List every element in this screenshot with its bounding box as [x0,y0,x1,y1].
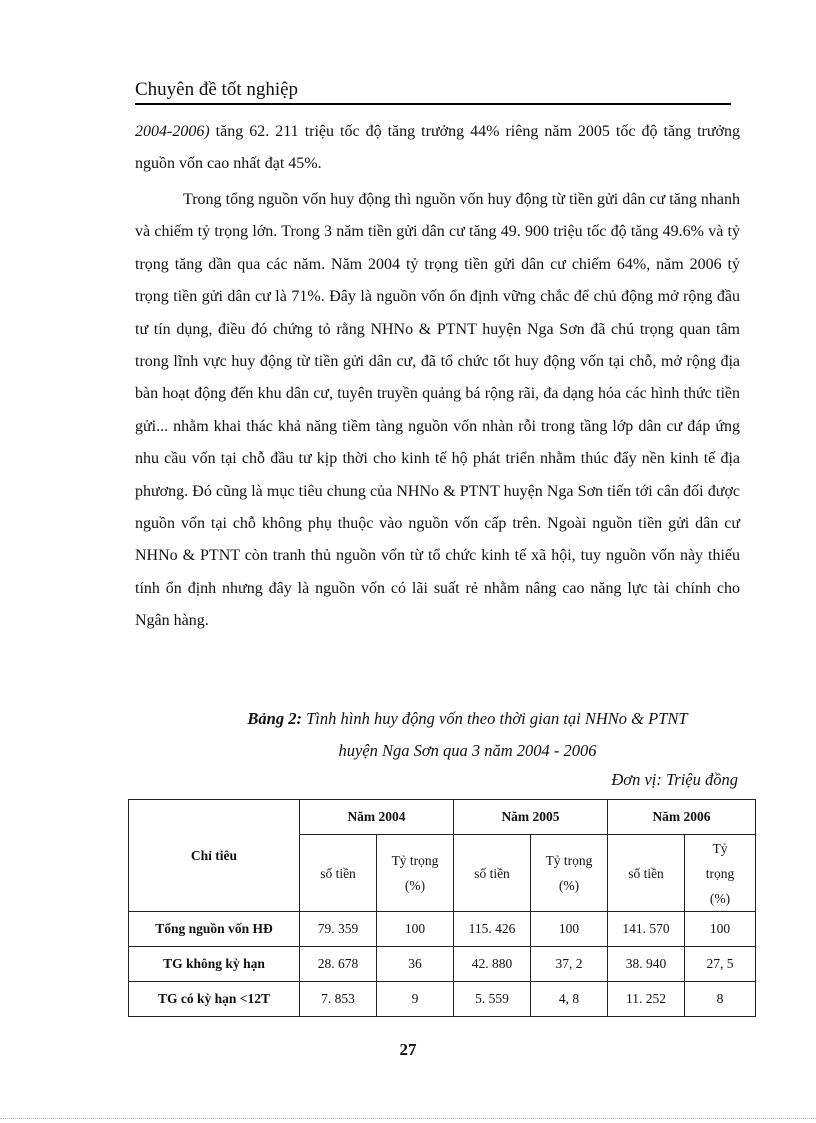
page-number: 27 [399,1040,417,1059]
cell: 141. 570 [608,912,685,947]
criteria-header: Chỉ tiêu [129,800,300,912]
page-bottom-divider [0,1118,816,1119]
cell: 79. 359 [300,912,377,947]
cell: 115. 426 [454,912,531,947]
cell: 36 [377,947,454,982]
paragraph-1-text: tăng 62. 211 triệu tốc độ tăng trưởng 44% riêng năm 2005 tốc độ tăng trưởng nguồn vốn cao nhất đạt 45%. [135,123,740,173]
row-label: TG có kỳ hạn <12T [129,982,300,1017]
cell: 9 [377,982,454,1017]
amount-header: số tiền [608,835,685,912]
capital-table [128,799,756,1017]
ratio-header-line: (%) [709,890,731,906]
ratio-header-text: Tỷ trọng (%) [545,853,593,893]
cell: 27, 5 [685,947,756,982]
cell: 5. 559 [454,982,531,1017]
paragraph-1-italic: 2004-2006) [135,123,210,140]
header-title: Chuyên đề tốt nghiệp [135,79,299,100]
caption-label: Bảng 2: [247,709,302,728]
ratio-header [377,835,454,912]
amount-header: số tiền [300,835,377,912]
cell: 100 [685,912,756,947]
paragraph-2: Trong tổng nguồn vốn huy động thì nguồn vốn huy động từ tiền gửi dân cư tăng nhanh và chiếm tỷ trọng lớn. Trong 3 năm tiền gửi dân cư tăng 49. 900 triệu tốc độ tăng 49.6% và tỷ trọng tăng dần qua các năm. Năm 2004 tỷ trọng tiền gửi dân cư chiếm 64%, năm 2006 tỷ trọng tiền gửi dân cư là 71%. Đây là nguồn vốn ổn định vững chắc để chủ động mở rộng đầu tư tín dụng, điều đó chứng tỏ rằng NHNo & PTNT huyện Nga Sơn đã chú trọng quan tâm trong lĩnh vực huy động từ tiền gửi dân cư, đã tổ chức tốt huy động vốn tại chỗ, mở rộng địa bàn hoạt động đến khu dân cư, tuyên truyền quảng bá rộng rãi, đa dạng hóa các hình thức tiền gửi... nhằm khai thác khả năng tiềm tàng nguồn vốn nhàn rỗi trong tầng lớp dân cư đáp ứng nhu cầu vốn tại chỗ đầu tư kịp thời cho kinh tế hộ phát triển nhằm thúc đẩy nền kinh tế địa phương. Đó cũng là mục tiêu chung của NHNo & PTNT huyện Nga Sơn tiến tới cân đối được nguồn vốn tại chỗ không phụ thuộc vào nguồn vốn cấp trên. Ngoài nguồn tiền gửi dân cư NHNo & PTNT còn tranh thủ nguồn vốn từ tổ chức kinh tế xã hội, tuy nguồn vốn này thiếu tính ổn định nhưng đây là nguồn vốn có lãi suất rẻ nhằm nâng cao năng lực tài chính cho Ngân hàng. [135,191,740,630]
caption-line-1 [130,703,805,735]
cell: 28. 678 [300,947,377,982]
caption-line-2: huyện Nga Sơn qua 3 năm 2004 - 2006 [338,741,597,760]
cell: 11. 252 [608,982,685,1017]
year-header: Năm 2004 [300,800,454,835]
cell: 100 [531,912,608,947]
ratio-header-line: trọng [705,865,735,881]
ratio-header-line: Tỷ [712,840,728,856]
cell: 37, 2 [531,947,608,982]
unit-note: Đơn vị: Triệu đồng [611,770,738,789]
cell: 100 [377,912,454,947]
row-label: TG không kỳ hạn [129,947,300,982]
paragraph-1 [135,116,740,181]
ratio-header [531,835,608,912]
caption-title-1: Tình hình huy động vốn theo thời gian tại NHNo & PTNT [301,709,688,728]
year-header: Năm 2006 [608,800,756,835]
row-label: Tổng nguồn vốn HĐ [129,912,300,947]
year-header: Năm 2005 [454,800,608,835]
ratio-header-text: Tỷ trọng (%) [391,853,439,893]
table-row [129,982,756,1017]
cell: 8 [685,982,756,1017]
cell: 7. 853 [300,982,377,1017]
table-row [129,912,756,947]
table-row [129,947,756,982]
amount-header: số tiền [454,835,531,912]
cell: 38. 940 [608,947,685,982]
page-header [135,76,731,105]
cell: 42. 880 [454,947,531,982]
cell: 4, 8 [531,982,608,1017]
table-caption [130,703,805,767]
ratio-header [685,835,756,912]
table-header-years [129,800,756,835]
